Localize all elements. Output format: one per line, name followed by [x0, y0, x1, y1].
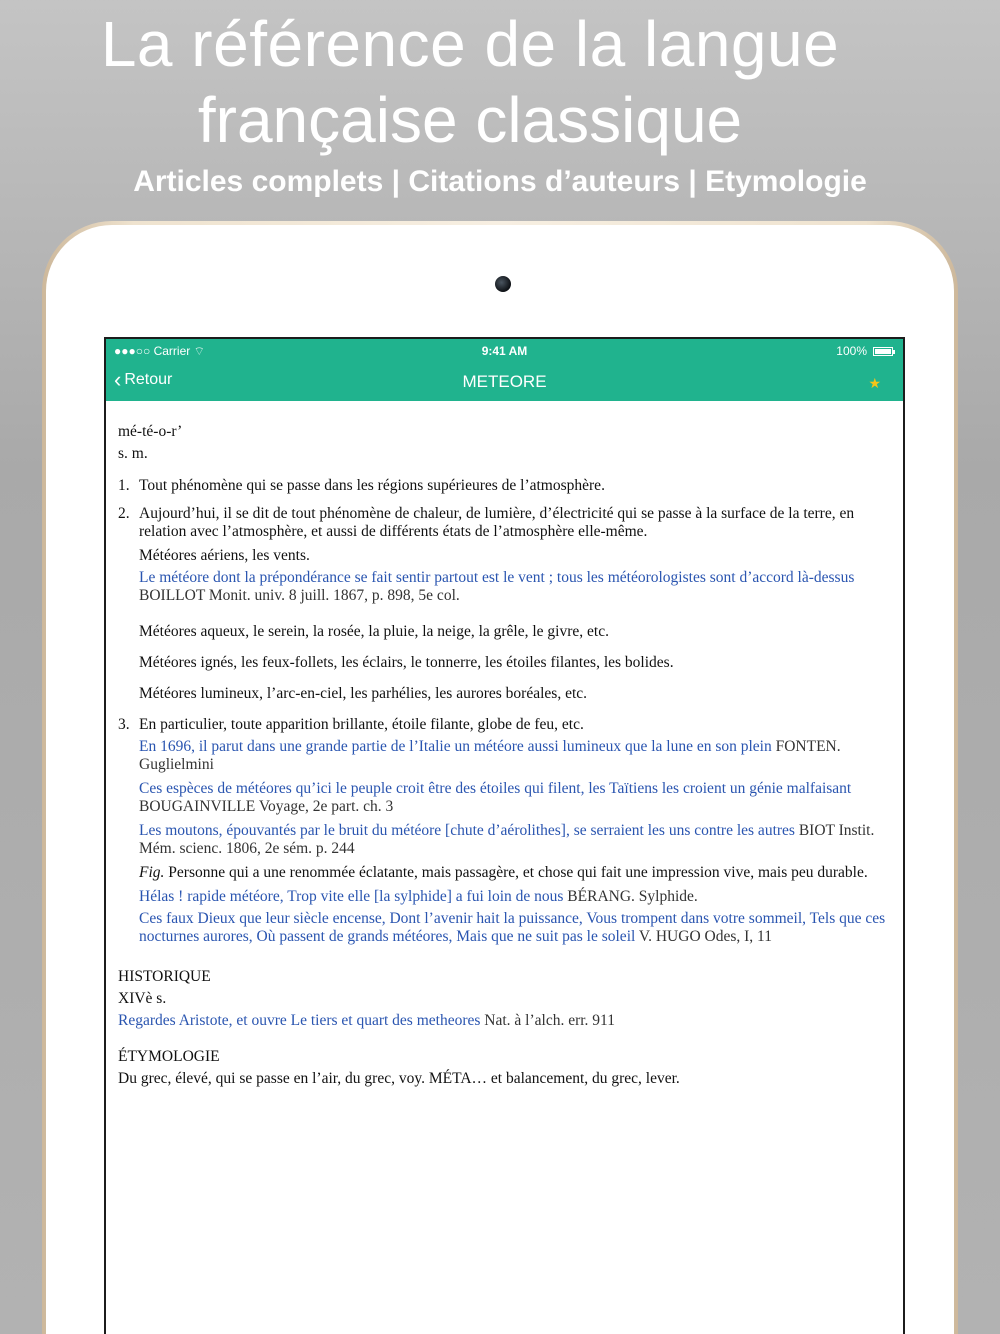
citation-quote[interactable]: Les moutons, épouvantés par le bruit du météore [chute d’aérolithes], se serraient les uns contre les autres — [139, 822, 795, 839]
citation-quote[interactable]: Ces espèces de météores qu’ici le peuple croit être des étoiles qui filent, les Taïtiens les croient un génie malfaisant — [139, 780, 852, 797]
citation-source: BIOT Instit. Mém. scienc. 1806, 2e sém. p. 244 — [139, 822, 875, 857]
citation — [139, 569, 899, 605]
example: Météores aqueux, le serein, la rosée, la pluie, la neige, la grêle, le givre, etc. — [139, 623, 609, 640]
citation — [139, 822, 899, 858]
citation — [139, 910, 899, 946]
citation-source: BOILLOT Monit. univ. 8 juill. 1867, p. 898, 5e col. — [139, 587, 460, 604]
citation — [139, 780, 899, 816]
battery-icon — [873, 347, 893, 356]
pronunciation: mé-té-o-r’ — [118, 423, 183, 440]
sense-1 — [118, 477, 899, 495]
citation-quote[interactable]: Le météore dont la prépondérance se fait sentir partout est le vent ; tous les météorologistes sont d’accord là-dessus — [139, 569, 855, 586]
figurative-sense — [139, 864, 899, 882]
promo-title-line2: française classique — [197, 84, 743, 156]
battery-status — [836, 344, 893, 358]
historique-citation — [118, 1012, 899, 1030]
back-label: Retour — [124, 371, 173, 388]
sense-text: Tout phénomène qui se passe dans les régions supérieures de l’atmosphère. — [139, 477, 605, 494]
citation-source: V. HUGO Odes, I, 11 — [638, 928, 772, 945]
battery-percent: 100% — [836, 344, 867, 358]
sense-number: 3. — [118, 716, 130, 733]
sense-number: 2. — [118, 505, 130, 522]
sense-text: En particulier, toute apparition brillante, étoile filante, globe de feu, etc. — [139, 716, 584, 733]
citation — [139, 888, 899, 906]
sense-number: 1. — [118, 477, 130, 494]
citation-quote[interactable]: En 1696, il parut dans une grande partie de l’Italie un météore aussi lumineux que la lune en son plein — [139, 738, 772, 755]
ipad-bezel — [46, 225, 954, 1334]
citation-quote[interactable]: Hélas ! rapide météore, Trop vite elle [la sylphide] a fui loin de nous — [139, 888, 564, 905]
article-content — [106, 401, 903, 1088]
citation-source: FONTEN. Guglielmini — [139, 738, 841, 773]
historique-century: XIVè s. — [118, 990, 167, 1007]
etymologie-heading: ÉTYMOLOGIE — [118, 1048, 220, 1065]
star-icon[interactable]: ★ — [868, 375, 881, 391]
etymologie-text: Du grec, élevé, qui se passe en l’air, du grec, voy. MÉTA… et balancement, du grec, lever. — [118, 1070, 680, 1087]
citation — [139, 738, 899, 774]
navigation-bar — [106, 363, 903, 401]
page-title: METEORE — [462, 372, 547, 391]
ipad-frame — [42, 221, 958, 1334]
citation-quote[interactable]: Regardes Aristote, et ouvre Le tiers et quart des metheores — [118, 1012, 481, 1029]
sense-text: Aujourd’hui, il se dit de tout phénomène de chaleur, de lumière, d’électricité qui se passe à la surface de la terre, en relation avec l’atmosphère, et aussi de différents états de l’atmosphère elle-même. — [139, 505, 855, 540]
promo-subtitle: Articles complets | Citations d’auteurs | Etymologie — [133, 165, 867, 198]
sense-2 — [118, 505, 899, 541]
example: Météores lumineux, l’arc-en-ciel, les parhélies, les aurores boréales, etc. — [139, 685, 588, 702]
historique-heading: HISTORIQUE — [118, 968, 211, 985]
sense-3 — [118, 716, 899, 734]
top-bar — [106, 339, 903, 401]
camera-icon — [495, 276, 511, 292]
citation-source: Nat. à l’alch. err. 911 — [484, 1012, 615, 1029]
chevron-left-icon: ‹ — [114, 367, 122, 392]
citation-source: BOUGAINVILLE Voyage, 2e part. ch. 3 — [139, 798, 394, 815]
example: Météores aériens, les vents. — [139, 547, 310, 564]
citation-quote[interactable]: Ces faux Dieux que leur siècle encense, Dont l’avenir hait la puissance, Vous trompent dans votre sommeil, Tels que ces nocturnes aurores, Où passent de grands météores, Mais que ne suit pas le soleil — [139, 910, 886, 945]
promo-title-line1: La référence de la langue — [100, 8, 840, 80]
status-bar — [106, 339, 903, 363]
citation-source: BÉRANG. Sylphide. — [567, 888, 698, 905]
fig-text: Personne qui a une renommée éclatante, mais passagère, et chose qui fait une impression vive, mais peu durable. — [168, 864, 868, 881]
grammar-label: s. m. — [118, 445, 148, 462]
device-screen — [104, 337, 905, 1334]
example: Météores ignés, les feux-follets, les éclairs, le tonnerre, les étoiles filantes, les bolides. — [139, 654, 674, 671]
fig-label: Fig. — [139, 864, 165, 881]
status-time: 9:41 AM — [481, 344, 528, 358]
carrier-label: ●●●○○ Carrier ⌔ — [114, 344, 205, 358]
